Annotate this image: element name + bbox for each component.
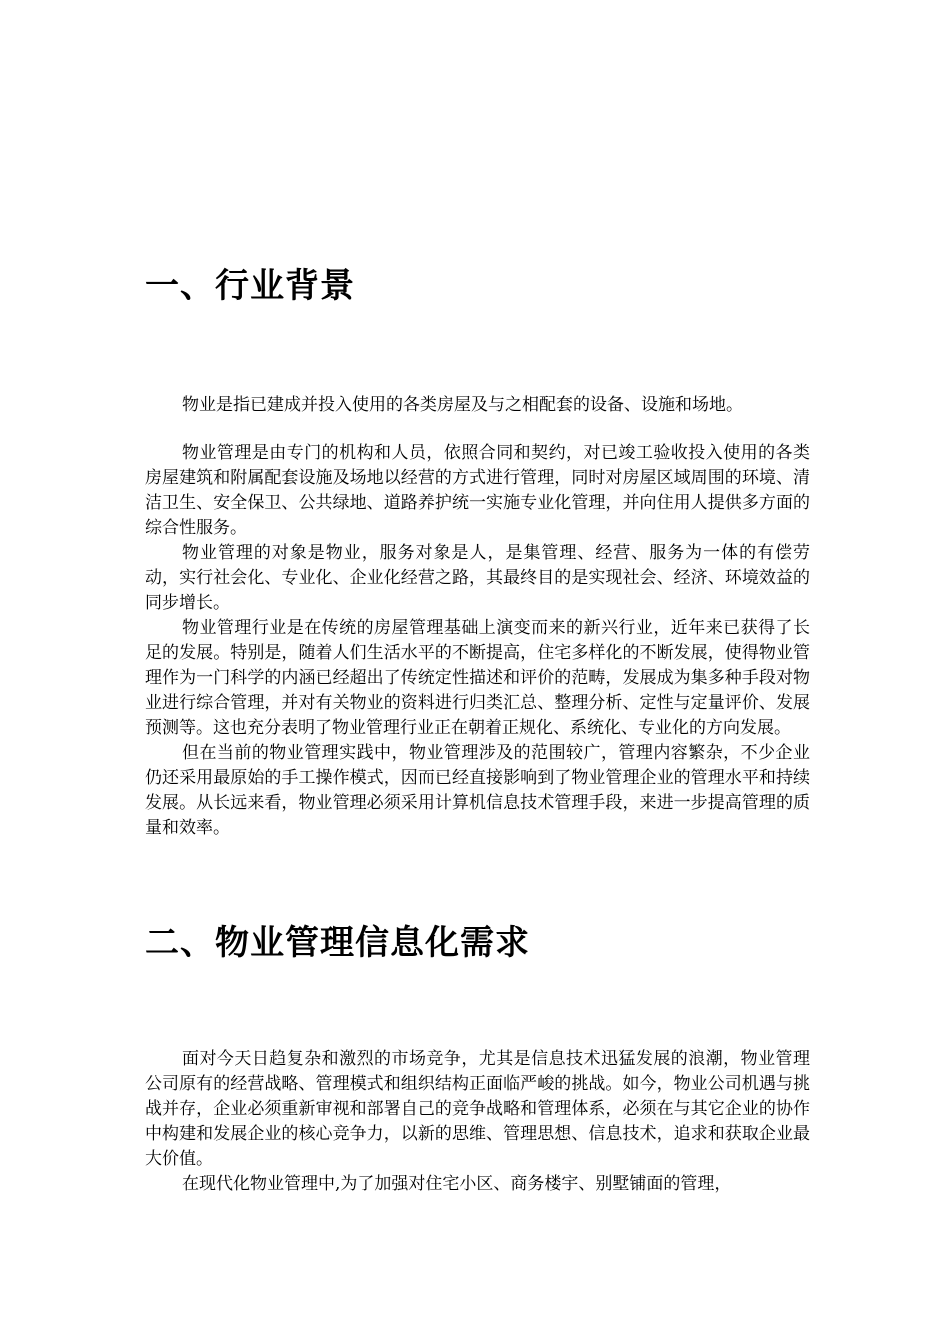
paragraph-property-definition: 物业是指已建成并投入使用的各类房屋及与之相配套的设备、设施和场地。 — [182, 395, 743, 415]
section-1-intro — [145, 393, 810, 418]
paragraph-current-practice: 但在当前的物业管理实践中，物业管理涉及的范围较广，管理内容繁杂，不少企业仍还采用最原始的手工操作模式，因而已经直接影响到了物业管理企业的管理水平和持续发展。从长远来看，物业管理必须采用计算机信息技术管理手段，来进一步提高管理的质量和效率。 — [145, 743, 810, 838]
paragraph-market-competition: 面对今天日趋复杂和激烈的市场竞争，尤其是信息技术迅猛发展的浪潮，物业管理公司原有的经营战略、管理模式和组织结构正面临严峻的挑战。如今，物业公司机遇与挑战并存，企业必须重新审视和部署自己的竞争战略和管理体系，必须在与其它企业的协作中构建和发展企业的核心竞争力，以新的思维、管理思想、信息技术，追求和获取企业最大价值。 — [145, 1049, 810, 1169]
section-1-heading: 一、行业背景 — [145, 266, 355, 306]
section-2-heading: 二、物业管理信息化需求 — [145, 923, 530, 963]
paragraph-industry-development: 物业管理行业是在传统的房屋管理基础上演变而来的新兴行业，近年来已获得了长足的发展。特别是，随着人们生活水平的不断提高，住宅多样化的不断发展，使得物业管理作为一门科学的内涵已经超出了传统定性描述和评价的范畴，发展成为集多种手段对物业进行综合管理，并对有关物业的资料进行归类汇总、整理分析、定性与定量评价、发展预测等。这也充分表明了物业管理行业正在朝着正规化、系统化、专业化的方向发展。 — [145, 618, 810, 738]
section-2-body — [145, 1047, 810, 1197]
paragraph-management-definition: 物业管理是由专门的机构和人员，依照合同和契约，对已竣工验收投入使用的各类房屋建筑和附属配套设施及场地以经营的方式进行管理，同时对房屋区域周围的环境、清洁卫生、安全保卫、公共绿地、道路养护统一实施专业化管理，并向住用人提供多方面的综合性服务。 — [145, 443, 810, 538]
paragraph-management-object: 物业管理的对象是物业，服务对象是人，是集管理、经营、服务为一体的有偿劳动，实行社会化、专业化、企业化经营之路，其最终目的是实现社会、经济、环境效益的同步增长。 — [145, 543, 810, 613]
section-1-body — [145, 441, 810, 841]
paragraph-modern-management: 在现代化物业管理中,为了加强对住宅小区、商务楼宇、别墅铺面的管理， — [182, 1174, 732, 1194]
